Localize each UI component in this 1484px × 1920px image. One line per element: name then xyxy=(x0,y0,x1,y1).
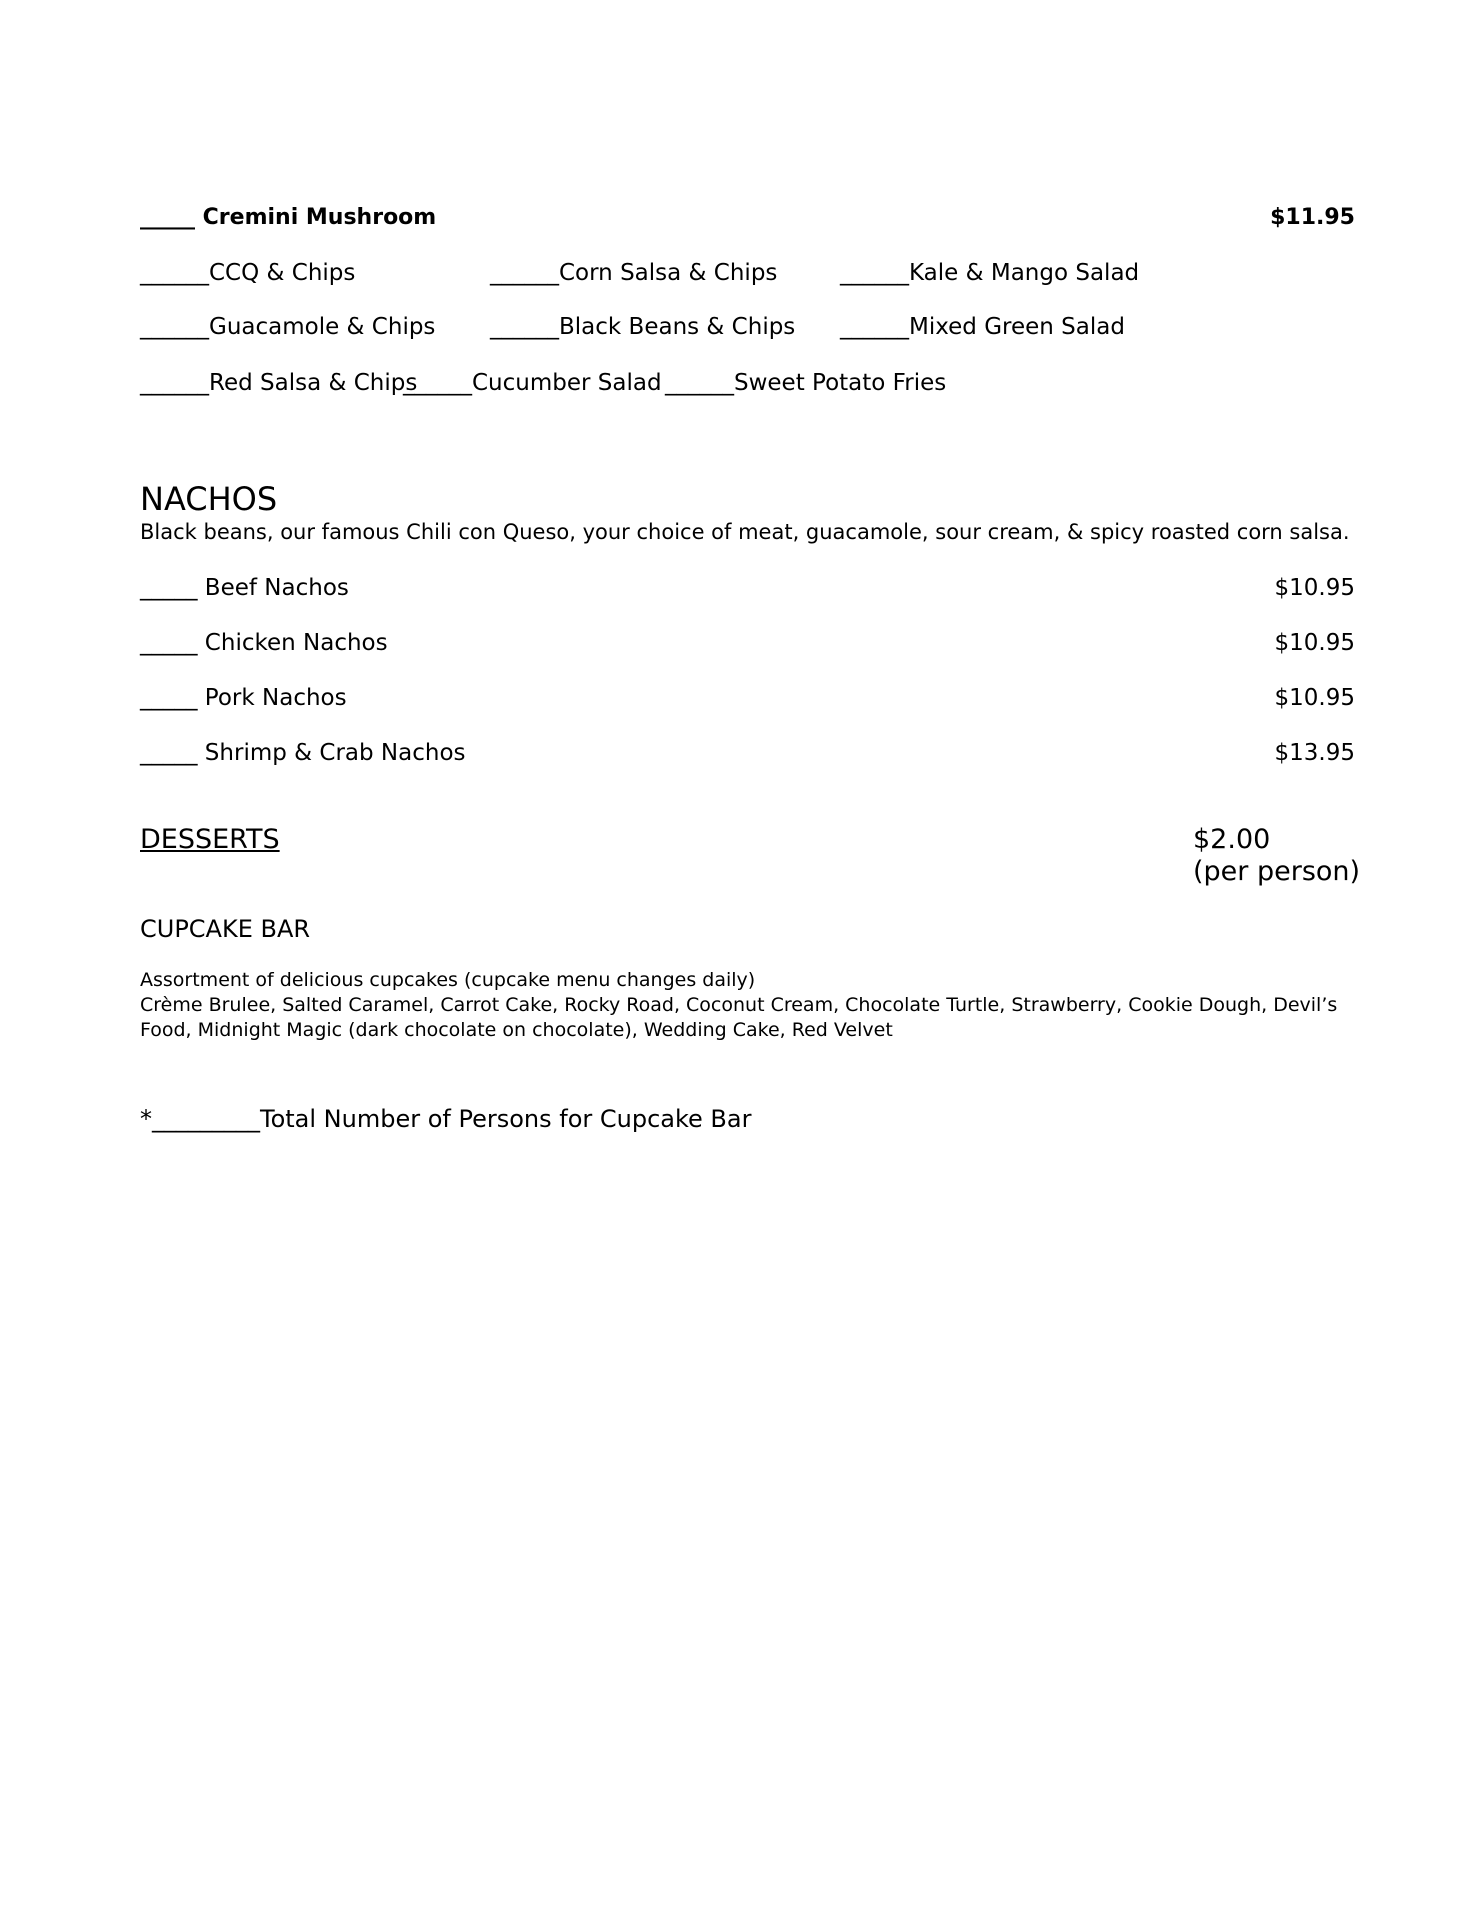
cupcake-bar-description xyxy=(140,968,1360,1043)
nachos-item: _____ Beef Nachos xyxy=(140,575,349,601)
side-option: ______Cucumber Salad xyxy=(403,370,662,396)
nachos-item: _____ Shrimp & Crab Nachos xyxy=(140,740,466,766)
desserts-price-note: (per person) xyxy=(1193,856,1361,887)
cremini-mushroom-item: _____ Cremini Mushroom xyxy=(140,205,437,230)
nachos-price: $10.95 xyxy=(1274,630,1355,656)
desserts-price: $2.00 xyxy=(1193,824,1271,855)
side-option: ______Guacamole & Chips xyxy=(140,314,436,340)
nachos-price: $10.95 xyxy=(1274,575,1355,601)
nachos-price: $10.95 xyxy=(1274,685,1355,711)
nachos-description: Black beans, our famous Chili con Queso, your choice of meat, guacamole, sour cream, & spicy roasted corn salsa. xyxy=(140,520,1350,544)
side-option: ______CCQ & Chips xyxy=(140,260,356,286)
nachos-price: $13.95 xyxy=(1274,740,1355,766)
cupcake-total-line: *_________Total Number of Persons for Cupcake Bar xyxy=(140,1105,752,1133)
cupcake-bar-line: Assortment of delicious cupcakes (cupcake menu changes daily) xyxy=(140,969,756,991)
nachos-item: _____ Chicken Nachos xyxy=(140,630,388,656)
desserts-title: DESSERTS xyxy=(140,824,280,855)
cremini-mushroom-price: $11.95 xyxy=(1270,205,1355,230)
side-option: ______Corn Salsa & Chips xyxy=(490,260,778,286)
side-option: ______Black Beans & Chips xyxy=(490,314,796,340)
cupcake-bar-title: CUPCAKE BAR xyxy=(140,915,311,943)
cupcake-bar-flavors: Crème Brulee, Salted Caramel, Carrot Cake, Rocky Road, Coconut Cream, Chocolate Turtle, Strawberry, Cookie Dough, Devil’s Food, Midnight Magic (dark chocolate on chocolate), Wedding Cake, Red Velvet xyxy=(140,994,1338,1041)
desserts-price-block xyxy=(1193,824,1373,888)
side-option: ______Sweet Potato Fries xyxy=(665,370,947,396)
nachos-title: NACHOS xyxy=(140,480,278,518)
side-option: ______Kale & Mango Salad xyxy=(840,260,1140,286)
side-option: ______Red Salsa & Chips xyxy=(140,370,418,396)
side-option: ______Mixed Green Salad xyxy=(840,314,1125,340)
nachos-item: _____ Pork Nachos xyxy=(140,685,347,711)
